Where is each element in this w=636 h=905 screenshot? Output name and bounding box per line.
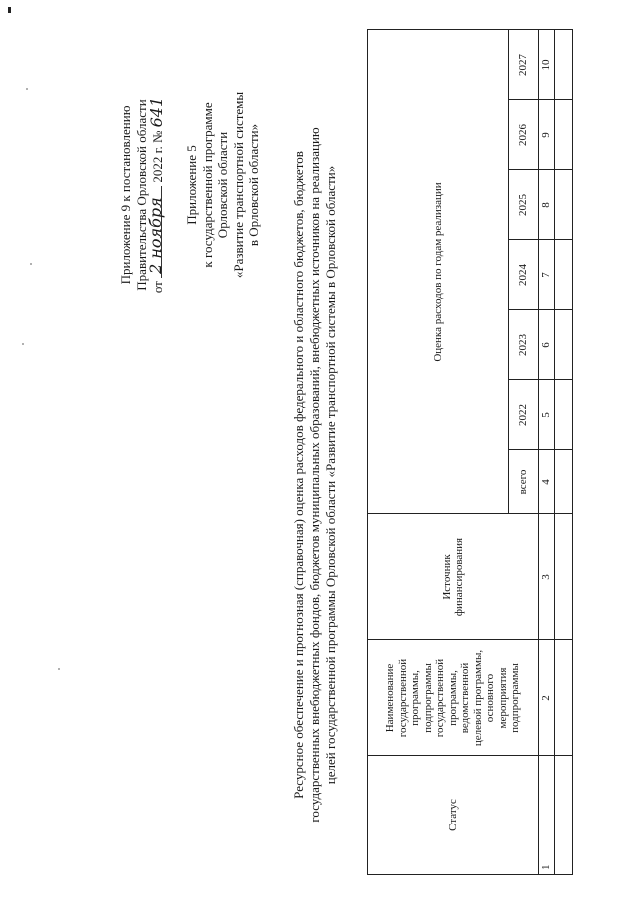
heading-line-1: Ресурсное обеспечение и прогнозная (справочная) оценка расходов федерального и областного бюджетов, бюджетов xyxy=(291,151,306,799)
header-funding-source: Источник финансирования xyxy=(440,537,465,617)
annex-9-header xyxy=(118,45,166,345)
column-number: 6 xyxy=(539,342,552,348)
heading-line-3: целей государственной программы Орловской области «Развитие транспортной системы в Орловской области» xyxy=(323,165,338,785)
column-number: 4 xyxy=(539,479,552,485)
header-program-name: Наименование государственной программы, подпрограммы государственной программы, ведомственной целевой программы, основного мероприятия подпрограммы xyxy=(384,649,522,747)
header-expense-estimate: Оценка расходов по годам реализации xyxy=(431,182,444,362)
annex-5-title: Приложение 5 xyxy=(184,145,199,225)
handwritten-date-field xyxy=(145,186,165,278)
column-number: 9 xyxy=(539,132,552,138)
subheader-year: 2027 xyxy=(516,54,529,76)
annex-9-issuer: Правительства Орловской области xyxy=(133,99,149,291)
scan-speck xyxy=(26,88,28,90)
subheader-year: 2024 xyxy=(516,264,529,286)
annex-5-line-4: «Развитие транспортной системы xyxy=(230,91,246,279)
subheader-total: всего xyxy=(516,469,529,495)
heading-line-2: государственных внебюджетных фондов, бюджетов муниципальных образований, внебюджетных источников на реализацию xyxy=(307,127,322,823)
scan-mark xyxy=(8,7,11,13)
subheader-year: 2025 xyxy=(516,194,529,216)
table-divider xyxy=(554,30,555,874)
column-number: 10 xyxy=(539,59,552,71)
subheader-year: 2022 xyxy=(516,404,529,426)
annex-5-line-5: в Орловской области» xyxy=(246,123,261,247)
document-heading xyxy=(291,85,339,865)
scan-speck xyxy=(30,263,32,265)
annex-5-line-2: к государственной программе xyxy=(199,102,215,268)
annex-5-header xyxy=(184,65,262,305)
annex-9-date-line xyxy=(145,45,166,345)
subheader-year: 2026 xyxy=(516,124,529,146)
scan-speck xyxy=(22,343,24,345)
column-number: 3 xyxy=(539,574,552,580)
annex-5-line-3: Орловской области xyxy=(215,131,230,239)
column-number: 5 xyxy=(539,412,552,418)
handwritten-date: 2 ноября xyxy=(145,197,165,274)
column-number: 1 xyxy=(539,864,552,870)
subheader-year: 2023 xyxy=(516,334,529,356)
column-number: 7 xyxy=(539,272,552,278)
handwritten-number: 641 xyxy=(147,96,166,128)
scan-speck xyxy=(58,668,60,670)
header-status: Статус xyxy=(446,799,459,831)
annex-9-title: Приложение 9 к постановлению xyxy=(118,105,133,285)
year-number-label: 2022 г. № xyxy=(150,130,165,183)
column-number: 8 xyxy=(539,202,552,208)
expenditure-table xyxy=(367,29,573,875)
column-number: 2 xyxy=(539,695,552,701)
date-prefix: от xyxy=(150,281,165,294)
